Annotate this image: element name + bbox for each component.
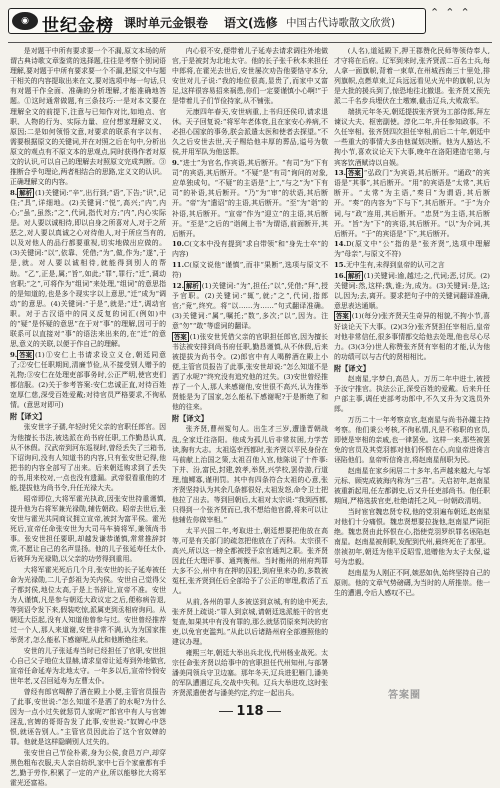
answer-tag: 答案 (19, 350, 32, 359)
body-text: (人名),道延殿下,押王郡赞化民师等领侍奉人,才守将在后府。辽军到来时,张齐贤派二百名士兵,每人拿一面旗帜,背着一束草,在州城西南三十里处,排列旗帜,点燃草束,辽兵远远看见火光中的旗帜,以为是大批的援兵到了,惊恐地往北撤退。张齐贤又预先派二千名步兵埋伏在土墩寨,截击辽兵,大败敌军。 (334, 47, 490, 106)
translation-paragraph (172, 46, 328, 107)
body-text: 张安世自己节俭朴素,身为公侯,食邑万户,却穿黑色粗布衣服,夫人亲自纺织,家中七百个家童都有手艺,勤于劳作,积累了一定的产业,所以能够比大将军霍光还富裕。 (10, 748, 166, 788)
translation-paragraph (10, 46, 166, 187)
answer-item (334, 311, 490, 361)
translation-paragraph (172, 424, 328, 525)
section-heading: 附【译文】 (172, 414, 208, 424)
body-text: C(文本中没有提到“求自带领”和“身先士卒”的内容) (172, 240, 328, 259)
body-text: 张齐贤,曹州冤句人。出生才三岁,遭逢晋朝战乱,全家迁往洛阳。他成为孤儿后非常贫困,力学苦读,胸有大志。太祖巡幸西都时,张齐贤以平民身份在马前献上治国之策,太祖召他入宫,他陈说了十件事:下并、汾,富民,封建,敦孝,举贤,兴学校,罢侍游,行道理,恤鳏寡,谨刑罚。其中有四条符合太祖的心意,张齐贤坚持认为其余几条都很好,太祖发怒,命令卫士把他拉了出去。等到回朝后,太祖对太宗说:“我到西都,只得到一个张齐贤而已,我不想给他官爵,将来可以让他辅佐你做宰相。” (172, 425, 328, 525)
body-text: (1)(每分)张齐贤天生奇异的相貌,不拘小节,喜好谈论天下大事。(2)(3分)张齐贤担任宰相后,皇帝对他非常信任,很多事情都交给他去处理,他也尽心尽力。(3)(3分)世人称赞张齐贤有宰相的才能,认为他的功绩可以与古代的贤相相比。 (334, 312, 490, 361)
body-text: 从前,各州的罪人多被送到京城,有的途中死去,张齐贤上疏说:“罪人到京城,请朝廷选派能干的官吏复查,如果其中有没有罪的,那么就惩罚原来判决的官吏,以免官吏滥判。”从此以后诸路州府全部遵照他的建议办理。 (172, 598, 328, 647)
answer-tag: 解析 (348, 271, 361, 280)
answer-item (10, 350, 166, 411)
answer-item (172, 239, 328, 259)
translation-paragraph (334, 415, 490, 465)
book-logo-icon: ◉ (12, 12, 38, 30)
body-text: 无中生有,未得到皇帝的认可之言 (346, 260, 445, 269)
question-number: 9. (172, 159, 180, 168)
translation-paragraph (172, 597, 328, 647)
question-number: 11. (172, 260, 184, 269)
body-text: “进士”为官名,作宾语,其后断开。“有司”为“下有司”的宾语,其后断开。“不疑”是“有司”询问的对象,应单独成句。“不疑”的主语是“上”,“与之”为“下有司”的补语,其后断开。“乃”为“审”的状语,其后断开。“帝”为“遣诏”的主语,其后断开。“至”为“诣”的补语,其后断开。“宣帝”作为“迎立”的主语,其后断开。“至是”之后的“诣阙上书”为谓语,前面断开,其后断开。 (172, 159, 328, 238)
body-text: 是对题干中所有要求要一个不漏,原文本场的所谓古典诗歌文章鉴赏的选择题,往往是考察个别词语理解,要对题于中所有要求要一个不漏,把原文中与题干相关的内容提取出来在文,要对选项中每一句话,只有对题干作全面、准确的分析理解,才能准确地答题。①这时通常做题,有三条技巧:一是对本文要在理解全文的前提下,注意与已知作对比,如地点、官职、人物的行为、实际力量、应付想家理解文义、原因;二是如何领悟文意,对要求的联系有字以有、需要根据原文的关键词,并在对照之后在句中,分析出原文的观点有不原文本的思观点,同时获得作者对原文的认识,可以自己的理解去对照原文完成判断。③推断合乎句理论,两者相结合的思路,定义文的认识。正确理解文的内容。 (10, 47, 166, 187)
translation-paragraph (334, 466, 490, 506)
translation-paragraph (10, 748, 166, 788)
body-text: D(原文中“公”指的是“张齐贤”,选项中理解为“母亲”,与原文不符) (334, 240, 490, 259)
body-text: 赵南星,字梦白,高邑人。万历二年中进士,被授予汝宁推官。执法公正,深受百姓的爱戴。后来升任户部主事,调任吏部考功郎中,不久又升为文选员外郎。 (334, 375, 490, 414)
question-number: 15. (334, 260, 346, 269)
translation-paragraph (10, 646, 166, 686)
answer-item (334, 239, 490, 259)
body-text: 内心很不安,便带着儿子延寿去请求调往外地做官,于是被封为北地太守。他的长子张千秋本来担任中郎将,在霍光去世后,安世屡次劝告他要恪守本分,安世对儿子说:“我的地位很高,显贵了,而家中又富足,这样很容易招来祸患,你们一定要谨慎小心啊!”于是带着儿子们节俭持家,从不铺张。 (172, 47, 328, 106)
body-text: C(原文说他“谨慎”,而非“果断”,选项与原文不符) (172, 260, 328, 280)
answer-item (334, 260, 490, 270)
body-text: 安世的儿子张延寿当时已经担任了官职,安世担心自己父子地位太显赫,请求皇帝让延寿到外地做官,宣帝任命延寿为北地太守。一年多以后,宣帝怜悯安世年老,又召回延寿为左曹太仆。 (10, 647, 166, 686)
translation-paragraph (172, 648, 328, 698)
text-column-left (10, 46, 166, 788)
body-text: 端拱元年冬天,朝廷提拔张齐贤为工部侍郎,拜左谏议大夫、枢密副使。淳化二年,升任参知政事。不久任宰相。张齐贤四次担任宰相,前后二十年,朝廷中一些重大的事情大多由他谋划决断。他为人豁达,不拘小节,喜欢议论天下大事,晚年在洛阳建造宅第,与宾客饮酒赋诗以自娱。 (334, 108, 490, 167)
answer-tag: 答案 (174, 332, 187, 341)
answer-tag: 答案 (348, 169, 361, 178)
page-number: 118 (0, 704, 500, 719)
body-text: 元康四年春天,安世病重,上书归还侯印,请求退休。天子回复说:“将军年老体衰,且在家安心养病,不必担心国家的事务,朕会派遣太医和使者去探望。”不久之后安世去世,天子赐给他丰厚的葬品,谥号为敬侯,并用军队为他送葬。 (172, 108, 328, 157)
answer-item (334, 168, 490, 239)
answer-tag: 答案 (336, 312, 349, 321)
watermark: 答案圈 (388, 690, 421, 701)
answer-item (172, 260, 328, 280)
body-text: 张安世字子孺,年轻时凭父亲的官职任郎官。因为他擅长书法,被选派在尚书府任职,工作勤恳认真,从不休假。汉武帝到河东巡视时,曾经丢失了三箱书,下诏询问,没有人知道书的内容,只有张安世记得,他把书的内容全部写了出来。后来朝廷购求到了丢失的书,用来校对,一点也没有遗漏。武帝很看重他的才能,提拔他为尚书令,升任光禄大夫。 (10, 423, 166, 493)
question-number: 10. (172, 240, 184, 249)
translation-paragraph (334, 374, 490, 414)
body-text: 太平兴国二年,考取进士,朝廷想要把他放在高等,可是有关部门的疏忽把他放在了丙科。太宗很不高兴,所以这一榜全都被授予京官通判之职。张齐贤因此任大理评事、通判衡州。当时衡州的州府判罪大多不公,州中有在押的囚犯,到府里来办的,多数被冤枉,张齐贤到任后全部给予了公正的审理,救活了五人。 (172, 526, 328, 596)
answer-tag: 解析 (186, 281, 199, 290)
translation-paragraph (172, 107, 328, 157)
body-text: “弘政门”为宾语,其后断开。“通政”的宾语是“其事”,其后断开。“用”的宾语是“太常”,其后断开。“太常”为主语,“奏曰”为谓语,其后断开。“奏”的内容为“下与下”,其后断开。“于”为介词,与“政”连用,其后断开。“忠贤”为主语,其后断开。“旨”为“下”的宾语,其后断开。“以”为介词,其后断开。“于”的宾语是“下”,其后断开。 (334, 169, 490, 238)
header-rule (8, 42, 492, 43)
translation-paragraph (10, 565, 166, 646)
translation-paragraph (334, 107, 490, 168)
body-text: (1)关键词:“辛”,出行到;“语”,下告;“识”,记住;“具”,详细地。(2)关键词:“悦”,高兴;“内”,内心;“虽”,虽然;“之”,代词,指代对方;“内”,内心实际是。对人要以诚相待,即以自身之所喜对人,对于之所恶之,对人要以真诚之心对待他人,对于所应当有的,以及对他人的品行都要重视,切实地做出应做的。(3)关键词:“以”,依靠、凭借;“为”,做,作为;“遂”,于是,就。对人要以诚相待,就能得到别人的帮助。“乙”,正是,属;“旨”,如此;“罪”,罪行;“迁”,调动官职;“之”,可将作为“组词”来处理,“组词”的意思指的是知道的,也是多个现实字以上意思,“迁”成为“调动”的意思。(4)关键词:“于是”,就是;“迁”,调动官职。对于古汉语中的同义反复的词汇(例如)中的“疑”是怀疑的意思”在于对“事”的理解,因可于的联系可以直接对“事”的语法来出来的,在“迁”的意思,意义的关联,以便于作自己的理解。 (10, 188, 166, 349)
body-text: 万历二十一年考察京官,赵南星与尚书孙鑨主持考察。他们秉公考核,不徇私情,凡是不称职的官员,即使是宰相的亲戚,也一律罢免。这样一来,那些被罢免的官员及其党羽都对他们怀恨在心,向皇帝进谗言诬陷他们。皇帝听信谗言,将赵南星削职为民。 (334, 415, 490, 465)
section-heading: 附【译文】 (10, 412, 46, 422)
series-title: 课时单元金银卷 (124, 16, 209, 30)
body-text: (1)关键词:逾,越过;之,代词;恶,讨厌。(2)关键词:然,这样;孰,谁;为,成为。(3)关键词:是,这;以,因为;去,离开。要求把句子中的关键词翻译准确,意思表达通顺。 (334, 271, 490, 310)
translation-paragraph (334, 507, 490, 568)
body-text: 雍熙三年,朝廷大举出兵北伐,代州杨业战死。太宗任命张齐贤以给事中的官职担任代州知州,与部署潘美同领兵守卫边塞。那年冬天,辽兵进犯雁门,潘美的军队遭遇辽兵,交战中失利。辽兵大举进攻,这时张齐贤派遣使者与潘美约定,约定一起出兵。 (172, 649, 328, 698)
text-column-middle (172, 46, 328, 698)
answer-tag: 解析 (19, 188, 32, 197)
answer-item (172, 332, 328, 413)
book-title: 中国古代诗歌散文欣赏) (286, 17, 396, 29)
body-text: (1)关键词:“为”,担任;“以”,凭借;“拜”,授予官职。(2)关键词:“辄”,就;“之”,代词,指郎官;“竟”,终究。将“以……为……”句式翻译准确。(3)关键词:“属”,嘱托;“数”,多次;“以”,因为。注意“勿”“敢”等虚词的翻译。 (172, 281, 328, 331)
translation-paragraph (10, 422, 166, 493)
text-column-right (334, 46, 490, 686)
question-number: 12. (172, 281, 184, 290)
question-number: 8. (10, 188, 18, 197)
question-number: 9. (10, 350, 18, 359)
question-number: 13. (334, 169, 346, 178)
section-heading: 附【译文】 (334, 363, 370, 373)
answer-item (172, 281, 328, 331)
question-number: 14. (334, 240, 346, 249)
page-header (0, 0, 500, 44)
translation-paragraph (334, 46, 490, 107)
answer-item (334, 271, 490, 311)
body-text: 赵南星为人刚正不阿,嫉恶如仇,始终坚持自己的原则。他的文章气势磅礴,为当时的人所推崇。他一生的遭遇,令后人感叹不已。 (334, 568, 490, 597)
question-number: 16. (334, 271, 346, 280)
body-text: 大将军霍光死后几个月,张安世的长子延寿被任命为光禄勋,二儿子彭祖为关内侯。安世自己觉得父子都封侯,地位太高,于是上书辞让,宣帝不准。安世为人谨慎,凡是参与朝廷大政议定之后,便称病告退,等到诏令发下来,假装吃惊,派属吏到丞相府询问。从朝廷大臣起,没有人知道他曾参与过。安世曾经推荐过一个人,那人来道谢,安世非常不满,认为为国家推举贤才,怎么能私下感谢呢,从此和他断绝往来。 (10, 565, 166, 645)
body-text: (1)①安仁上书请求设立义仓,朝廷同意了;②安仁任职期间,清廉节俭,从不接受别人赠予的礼物;③安仁在处理吏部事务时,公正严明,使官吏们都信服。(2)关于参考答案:安仁忠诚正直,对待百姓宽厚仁慈,深受百姓爱戴;对待官员严格要求,不徇私情。(意思对即可) (10, 350, 166, 410)
brand-title: 世纪金榜 (42, 16, 114, 36)
body-text: (1)张安世凭借父亲的官职担任郎官,因为擅长书法被安排到尚书府任职,勤恳谨慎,从不休假,后来被提拔为尚书令。(2)郎官中有人喝醉酒在殿上小便,主管官员报告了此事,张安世却说:“怎么知道不是洒了水呢?”终究没有追究他的过失。(3)安世曾经推荐了一个人,那人来感谢他,安世很不高兴,认为推举贤能是为了国家,怎么能私下感谢呢?于是断绝了和他的往来。 (172, 332, 328, 412)
body-text: 曾经有郎官喝醉了酒在殿上小便,主管官员报告了此事,安世说:“怎么知道不是洒了的水呢?为什么因为一点小过失就惩罚人家呢?”郎官中有人与官婢淫乱,官婢的哥哥告发了此事,安世说:“奴婢心中怨恨,就诬告别人。”主管官员因此治了这个官奴婢的罪。他就是这样隐瞒别人过失的。 (10, 687, 166, 747)
translation-paragraph (334, 568, 490, 598)
body-text: 当时宦官魏忠贤专权,他的党羽遍布朝廷,赵南星对他们十分痛恨。魏忠贤想要拉拢他,赵南星严词拒绝。魏忠贤由此怀恨在心,指使党羽罗织罪名诬陷赵南星。赵南星被削职,发配到代州,最终死在了那里。崇祯初年,朝廷为他平反昭雪,追赠他为太子太保,谥号为忠毅。 (334, 507, 490, 567)
birds-icon: ⌃ ⌃ ⌃ (430, 6, 470, 19)
answer-item (172, 158, 328, 239)
subject-title: 语文(选修 (224, 16, 278, 30)
translation-paragraph (10, 494, 166, 565)
body-text: 赵南星在家乡闲居二十多年,名声越来越大,与邹元标、顾宪成被海内称为“三君”。天启初年,赵南星被重新起用,任左都御史,后又升任吏部尚书。他任职期间,严格选拔官吏,杜绝请托之风,一时朝政清明。 (334, 466, 490, 506)
body-text: 昭帝即位,大将军霍光执政,因张安世持重谨慎,提升他为右将军兼光禄勋,辅佐朝政。昭帝去世后,张安世与霍光共同商议拥立宣帝,被封为富平侯。霍光死后,宣帝任命张安世为大司马车骑将军,兼领尚书事。张安世担任要职,却越发谦恭谨慎,常常推辞封赏,不愿让自己的名声显扬。他的儿子张延寿任太仆,后被拜为光禄勋,以父亲的功劳得到重用。 (10, 494, 166, 564)
answer-item (10, 188, 166, 350)
translation-paragraph (172, 526, 328, 597)
